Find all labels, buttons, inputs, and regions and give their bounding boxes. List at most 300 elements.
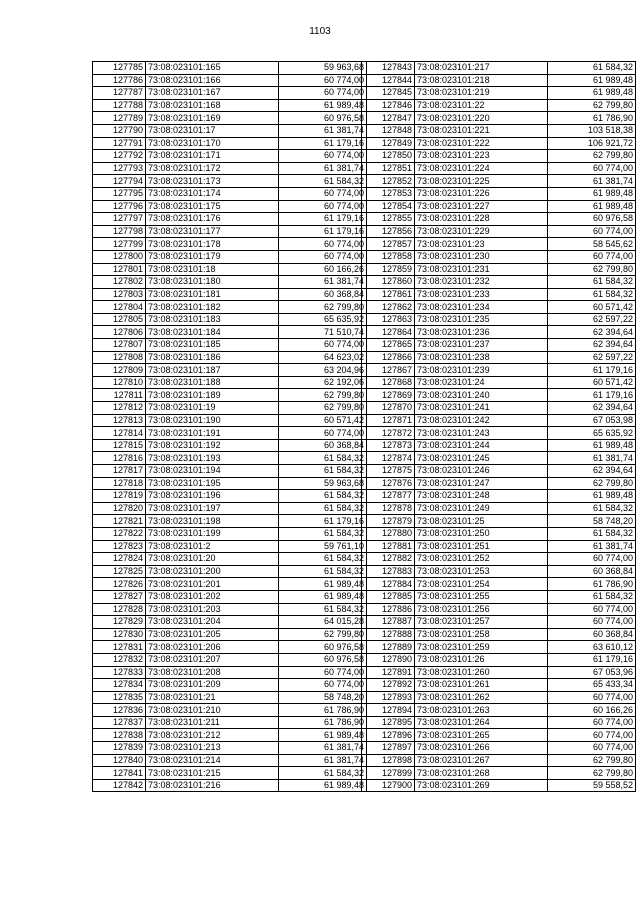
table-row <box>362 666 636 679</box>
cadastral-number: 73:08:023101:187 <box>146 364 279 377</box>
table-row <box>93 502 367 515</box>
table-row <box>362 339 636 352</box>
row-number: 127838 <box>93 729 146 742</box>
cadastral-number: 73:08:023101:245 <box>415 452 548 465</box>
cadastral-number: 73:08:023101:194 <box>146 465 279 478</box>
amount: 62 799,80 <box>548 99 636 112</box>
cadastral-number: 73:08:023101:181 <box>146 288 279 301</box>
amount: 60 774,00 <box>548 162 636 175</box>
row-number: 127899 <box>362 767 415 780</box>
row-number: 127802 <box>93 276 146 289</box>
amount: 61 179,16 <box>548 653 636 666</box>
table-row <box>362 250 636 263</box>
amount: 60 774,00 <box>279 74 367 87</box>
amount: 62 597,22 <box>548 351 636 364</box>
amount: 61 584,32 <box>279 553 367 566</box>
amount: 61 584,32 <box>279 465 367 478</box>
table-row <box>362 99 636 112</box>
cadastral-number: 73:08:023101:169 <box>146 112 279 125</box>
row-number: 127888 <box>362 628 415 641</box>
cadastral-number: 73:08:023101:236 <box>415 326 548 339</box>
table-row <box>93 225 367 238</box>
amount: 61 584,32 <box>279 490 367 503</box>
cadastral-number: 73:08:023101:17 <box>146 124 279 137</box>
cadastral-number: 73:08:023101:215 <box>146 767 279 780</box>
amount: 61 989,48 <box>279 729 367 742</box>
cadastral-number: 73:08:023101:202 <box>146 590 279 603</box>
row-number: 127800 <box>93 250 146 263</box>
cadastral-number: 73:08:023101:208 <box>146 666 279 679</box>
table-row <box>93 641 367 654</box>
cadastral-number: 73:08:023101:26 <box>415 653 548 666</box>
cadastral-number: 73:08:023101:252 <box>415 553 548 566</box>
cadastral-number: 73:08:023101:248 <box>415 490 548 503</box>
amount: 61 381,74 <box>548 175 636 188</box>
amount: 61 381,74 <box>279 276 367 289</box>
row-number: 127847 <box>362 112 415 125</box>
row-number: 127891 <box>362 666 415 679</box>
amount: 60 368,84 <box>279 288 367 301</box>
row-number: 127859 <box>362 263 415 276</box>
amount: 60 571,42 <box>548 301 636 314</box>
amount: 60 774,00 <box>279 87 367 100</box>
row-number: 127794 <box>93 175 146 188</box>
table-row <box>362 288 636 301</box>
row-number: 127791 <box>93 137 146 150</box>
table-row <box>93 99 367 112</box>
table-row <box>93 729 367 742</box>
row-number: 127797 <box>93 213 146 226</box>
row-number: 127864 <box>362 326 415 339</box>
cadastral-number: 73:08:023101:188 <box>146 376 279 389</box>
cadastral-number: 73:08:023101:220 <box>415 112 548 125</box>
table-row <box>362 376 636 389</box>
amount: 61 584,32 <box>548 62 636 75</box>
row-number: 127841 <box>93 767 146 780</box>
table-row <box>93 553 367 566</box>
amount: 65 635,92 <box>548 427 636 440</box>
table-row <box>93 389 367 402</box>
row-number: 127819 <box>93 490 146 503</box>
cadastral-number: 73:08:023101:203 <box>146 603 279 616</box>
table-row <box>93 452 367 465</box>
row-number: 127883 <box>362 565 415 578</box>
cadastral-number: 73:08:023101:234 <box>415 301 548 314</box>
row-number: 127850 <box>362 150 415 163</box>
table-row <box>93 288 367 301</box>
row-number: 127835 <box>93 691 146 704</box>
table-row <box>362 767 636 780</box>
amount: 62 799,80 <box>548 767 636 780</box>
row-number: 127849 <box>362 137 415 150</box>
row-number: 127866 <box>362 351 415 364</box>
cadastral-number: 73:08:023101:219 <box>415 87 548 100</box>
table-row <box>93 490 367 503</box>
amount: 60 166,26 <box>279 263 367 276</box>
amount: 60 774,00 <box>279 339 367 352</box>
cadastral-number: 73:08:023101:210 <box>146 704 279 717</box>
amount: 63 204,96 <box>279 364 367 377</box>
table-row <box>93 716 367 729</box>
table-row <box>93 666 367 679</box>
cadastral-number: 73:08:023101:205 <box>146 628 279 641</box>
table-row <box>362 62 636 75</box>
amount: 61 584,32 <box>548 288 636 301</box>
row-number: 127892 <box>362 679 415 692</box>
cadastral-number: 73:08:023101:240 <box>415 389 548 402</box>
table-row <box>93 616 367 629</box>
cadastral-number: 73:08:023101:262 <box>415 691 548 704</box>
cadastral-number: 73:08:023101:249 <box>415 502 548 515</box>
amount: 61 989,48 <box>548 87 636 100</box>
row-number: 127867 <box>362 364 415 377</box>
amount: 62 394,64 <box>548 339 636 352</box>
cadastral-number: 73:08:023101:171 <box>146 150 279 163</box>
table-row <box>362 150 636 163</box>
amount: 60 368,84 <box>548 628 636 641</box>
table-row <box>362 87 636 100</box>
table-row <box>362 162 636 175</box>
amount: 60 368,84 <box>279 439 367 452</box>
row-number: 127900 <box>362 779 415 792</box>
amount: 64 015,28 <box>279 616 367 629</box>
row-number: 127896 <box>362 729 415 742</box>
amount: 62 799,80 <box>279 389 367 402</box>
table-row <box>362 326 636 339</box>
row-number: 127855 <box>362 213 415 226</box>
amount: 61 381,74 <box>548 452 636 465</box>
cadastral-number: 73:08:023101:230 <box>415 250 548 263</box>
amount: 61 584,32 <box>548 276 636 289</box>
table-row <box>93 213 367 226</box>
table-row <box>93 590 367 603</box>
table-row <box>362 540 636 553</box>
amount: 61 179,16 <box>548 364 636 377</box>
row-number: 127793 <box>93 162 146 175</box>
table-row <box>93 603 367 616</box>
amount: 59 761,10 <box>279 540 367 553</box>
table-row <box>362 527 636 540</box>
amount: 60 976,58 <box>279 641 367 654</box>
cadastral-number: 73:08:023101:218 <box>415 74 548 87</box>
row-number: 127816 <box>93 452 146 465</box>
table-row <box>93 691 367 704</box>
amount: 61 584,32 <box>279 565 367 578</box>
amount: 62 799,80 <box>548 477 636 490</box>
cadastral-number: 73:08:023101:2 <box>146 540 279 553</box>
cadastral-number: 73:08:023101:233 <box>415 288 548 301</box>
table-row <box>93 465 367 478</box>
cadastral-number: 73:08:023101:177 <box>146 225 279 238</box>
amount: 62 799,80 <box>548 754 636 767</box>
cadastral-number: 73:08:023101:237 <box>415 339 548 352</box>
amount: 61 584,32 <box>279 527 367 540</box>
amount: 61 584,32 <box>279 767 367 780</box>
table-row <box>362 653 636 666</box>
table-row <box>362 187 636 200</box>
table-row <box>93 175 367 188</box>
row-number: 127861 <box>362 288 415 301</box>
row-number: 127843 <box>362 62 415 75</box>
row-number: 127814 <box>93 427 146 440</box>
right-table <box>361 61 636 792</box>
row-number: 127858 <box>362 250 415 263</box>
table-row <box>362 263 636 276</box>
cadastral-number: 73:08:023101:200 <box>146 565 279 578</box>
row-number: 127815 <box>93 439 146 452</box>
amount: 71 510,74 <box>279 326 367 339</box>
cadastral-number: 73:08:023101:226 <box>415 187 548 200</box>
amount: 61 179,16 <box>279 213 367 226</box>
row-number: 127882 <box>362 553 415 566</box>
table-row <box>93 540 367 553</box>
row-number: 127826 <box>93 578 146 591</box>
table-row <box>93 653 367 666</box>
row-number: 127805 <box>93 313 146 326</box>
table-row <box>362 742 636 755</box>
row-number: 127801 <box>93 263 146 276</box>
amount: 61 584,32 <box>279 502 367 515</box>
amount: 60 774,00 <box>548 742 636 755</box>
cadastral-number: 73:08:023101:211 <box>146 716 279 729</box>
table-row <box>93 200 367 213</box>
table-row <box>93 124 367 137</box>
amount: 61 584,32 <box>279 175 367 188</box>
table-row <box>93 704 367 717</box>
amount: 60 774,00 <box>548 553 636 566</box>
table-row <box>362 200 636 213</box>
cadastral-number: 73:08:023101:265 <box>415 729 548 742</box>
cadastral-number: 73:08:023101:251 <box>415 540 548 553</box>
row-number: 127809 <box>93 364 146 377</box>
table-row <box>362 490 636 503</box>
amount: 61 786,90 <box>279 704 367 717</box>
table-row <box>93 515 367 528</box>
amount: 62 799,80 <box>548 263 636 276</box>
table-row <box>93 376 367 389</box>
amount: 65 433,34 <box>548 679 636 692</box>
cadastral-number: 73:08:023101:258 <box>415 628 548 641</box>
table-row <box>362 124 636 137</box>
table-row <box>93 112 367 125</box>
row-number: 127852 <box>362 175 415 188</box>
table-row <box>362 74 636 87</box>
row-number: 127880 <box>362 527 415 540</box>
row-number: 127863 <box>362 313 415 326</box>
row-number: 127857 <box>362 238 415 251</box>
row-number: 127829 <box>93 616 146 629</box>
table-row <box>93 527 367 540</box>
table-row <box>362 679 636 692</box>
cadastral-number: 73:08:023101:175 <box>146 200 279 213</box>
amount: 61 989,48 <box>279 99 367 112</box>
row-number: 127889 <box>362 641 415 654</box>
amount: 61 989,48 <box>548 74 636 87</box>
amount: 61 381,74 <box>279 754 367 767</box>
left-table <box>92 61 367 792</box>
cadastral-number: 73:08:023101:166 <box>146 74 279 87</box>
row-number: 127886 <box>362 603 415 616</box>
row-number: 127848 <box>362 124 415 137</box>
cadastral-number: 73:08:023101:25 <box>415 515 548 528</box>
table-row <box>93 150 367 163</box>
row-number: 127853 <box>362 187 415 200</box>
cadastral-number: 73:08:023101:168 <box>146 99 279 112</box>
cadastral-number: 73:08:023101:176 <box>146 213 279 226</box>
table-row <box>93 779 367 792</box>
amount: 60 774,00 <box>548 616 636 629</box>
cadastral-number: 73:08:023101:250 <box>415 527 548 540</box>
cadastral-number: 73:08:023101:189 <box>146 389 279 402</box>
row-number: 127851 <box>362 162 415 175</box>
amount: 106 921,72 <box>548 137 636 150</box>
row-number: 127811 <box>93 389 146 402</box>
cadastral-number: 73:08:023101:243 <box>415 427 548 440</box>
cadastral-number: 73:08:023101:167 <box>146 87 279 100</box>
amount: 62 799,80 <box>279 628 367 641</box>
amount: 61 179,16 <box>279 137 367 150</box>
cadastral-number: 73:08:023101:180 <box>146 276 279 289</box>
table-row <box>362 502 636 515</box>
amount: 64 623,02 <box>279 351 367 364</box>
table-row <box>93 402 367 415</box>
amount: 60 571,42 <box>279 414 367 427</box>
cadastral-number: 73:08:023101:214 <box>146 754 279 767</box>
row-number: 127832 <box>93 653 146 666</box>
amount: 62 597,22 <box>548 313 636 326</box>
amount: 60 368,84 <box>548 565 636 578</box>
row-number: 127833 <box>93 666 146 679</box>
row-number: 127820 <box>93 502 146 515</box>
amount: 63 610,12 <box>548 641 636 654</box>
cadastral-number: 73:08:023101:263 <box>415 704 548 717</box>
table-row <box>93 250 367 263</box>
cadastral-number: 73:08:023101:23 <box>415 238 548 251</box>
cadastral-number: 73:08:023101:221 <box>415 124 548 137</box>
table-row <box>93 301 367 314</box>
row-number: 127842 <box>93 779 146 792</box>
amount: 61 381,74 <box>548 540 636 553</box>
table-row <box>93 62 367 75</box>
cadastral-number: 73:08:023101:19 <box>146 402 279 415</box>
amount: 62 394,64 <box>548 465 636 478</box>
table-row <box>93 162 367 175</box>
amount: 62 192,06 <box>279 376 367 389</box>
table-row <box>362 238 636 251</box>
amount: 61 584,32 <box>279 603 367 616</box>
row-number: 127865 <box>362 339 415 352</box>
cadastral-number: 73:08:023101:193 <box>146 452 279 465</box>
cadastral-number: 73:08:023101:172 <box>146 162 279 175</box>
table-row <box>362 729 636 742</box>
table-row <box>362 641 636 654</box>
amount: 60 774,00 <box>279 200 367 213</box>
amount: 61 989,48 <box>548 187 636 200</box>
row-number: 127807 <box>93 339 146 352</box>
row-number: 127862 <box>362 301 415 314</box>
amount: 60 166,26 <box>548 704 636 717</box>
row-number: 127808 <box>93 351 146 364</box>
row-number: 127860 <box>362 276 415 289</box>
row-number: 127884 <box>362 578 415 591</box>
table-row <box>93 187 367 200</box>
row-number: 127837 <box>93 716 146 729</box>
table-row <box>93 87 367 100</box>
cadastral-number: 73:08:023101:201 <box>146 578 279 591</box>
amount: 61 179,16 <box>548 389 636 402</box>
row-number: 127834 <box>93 679 146 692</box>
table-row <box>93 578 367 591</box>
table-row <box>362 225 636 238</box>
amount: 61 989,48 <box>548 439 636 452</box>
row-number: 127898 <box>362 754 415 767</box>
table-row <box>362 452 636 465</box>
row-number: 127812 <box>93 402 146 415</box>
cadastral-number: 73:08:023101:268 <box>415 767 548 780</box>
amount: 62 394,64 <box>548 326 636 339</box>
row-number: 127840 <box>93 754 146 767</box>
cadastral-number: 73:08:023101:269 <box>415 779 548 792</box>
row-number: 127804 <box>93 301 146 314</box>
cadastral-number: 73:08:023101:228 <box>415 213 548 226</box>
table-row <box>93 276 367 289</box>
cadastral-number: 73:08:023101:244 <box>415 439 548 452</box>
amount: 60 774,00 <box>548 729 636 742</box>
cadastral-number: 73:08:023101:18 <box>146 263 279 276</box>
table-row <box>362 213 636 226</box>
amount: 61 179,16 <box>279 225 367 238</box>
cadastral-number: 73:08:023101:247 <box>415 477 548 490</box>
amount: 59 963,68 <box>279 477 367 490</box>
table-row <box>362 351 636 364</box>
row-number: 127839 <box>93 742 146 755</box>
table-row <box>362 590 636 603</box>
cadastral-number: 73:08:023101:254 <box>415 578 548 591</box>
amount: 59 963,68 <box>279 62 367 75</box>
table-row <box>362 439 636 452</box>
row-number: 127813 <box>93 414 146 427</box>
row-number: 127897 <box>362 742 415 755</box>
row-number: 127894 <box>362 704 415 717</box>
table-row <box>362 112 636 125</box>
cadastral-number: 73:08:023101:198 <box>146 515 279 528</box>
cadastral-number: 73:08:023101:267 <box>415 754 548 767</box>
table-row <box>93 477 367 490</box>
table-row <box>93 427 367 440</box>
cadastral-number: 73:08:023101:173 <box>146 175 279 188</box>
cadastral-number: 73:08:023101:260 <box>415 666 548 679</box>
row-number: 127818 <box>93 477 146 490</box>
table-row <box>362 402 636 415</box>
cadastral-number: 73:08:023101:257 <box>415 616 548 629</box>
row-number: 127795 <box>93 187 146 200</box>
cadastral-number: 73:08:023101:241 <box>415 402 548 415</box>
amount: 61 381,74 <box>279 162 367 175</box>
row-number: 127868 <box>362 376 415 389</box>
row-number: 127874 <box>362 452 415 465</box>
cadastral-number: 73:08:023101:242 <box>415 414 548 427</box>
amount: 59 558,52 <box>548 779 636 792</box>
amount: 60 774,00 <box>279 679 367 692</box>
amount: 60 774,00 <box>548 691 636 704</box>
row-number: 127895 <box>362 716 415 729</box>
cadastral-number: 73:08:023101:259 <box>415 641 548 654</box>
row-number: 127792 <box>93 150 146 163</box>
row-number: 127790 <box>93 124 146 137</box>
row-number: 127806 <box>93 326 146 339</box>
row-number: 127822 <box>93 527 146 540</box>
table-row <box>362 477 636 490</box>
